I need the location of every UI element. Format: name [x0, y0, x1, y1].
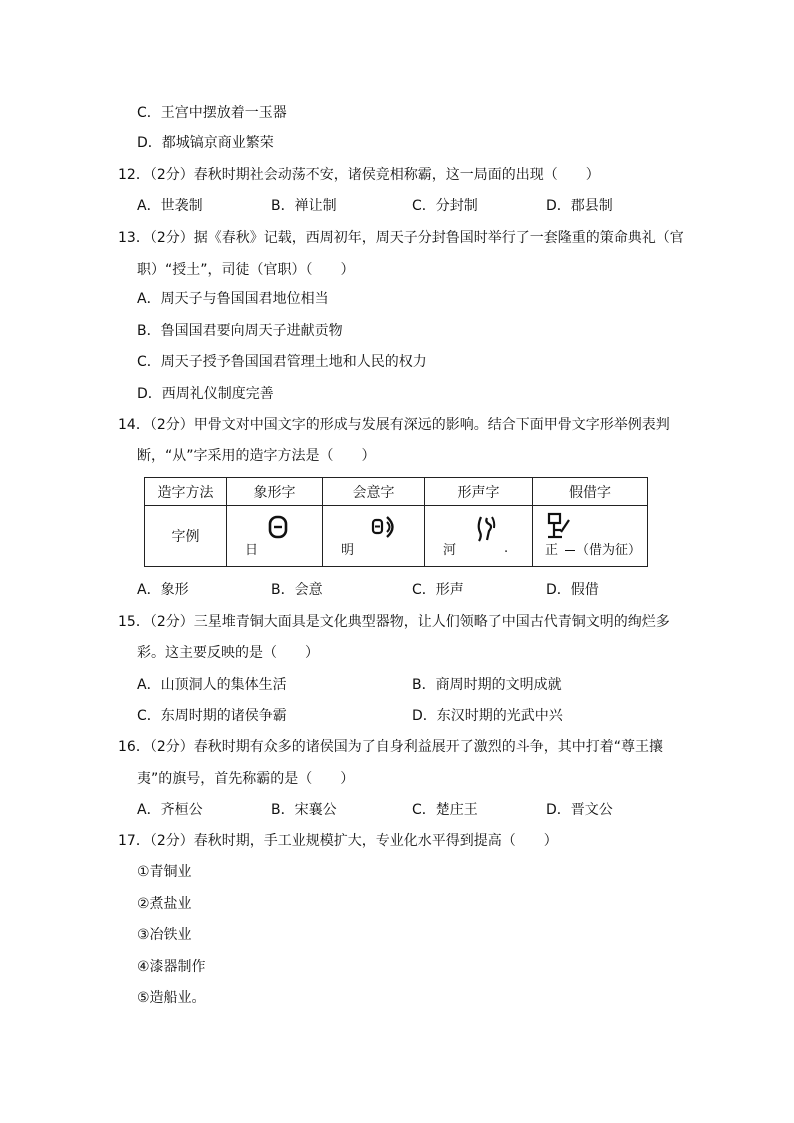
example-note-text: （借为征） [576, 543, 642, 558]
q13-option-c: C．周天子授予鲁国国君管理土地和人民的权力 [137, 354, 427, 370]
q17-item-1: ①青铜业 [137, 864, 192, 880]
table-header-ideograph: 会意字 [323, 478, 425, 506]
oracle-ri-glyph [267, 514, 289, 544]
example-cell-ri [227, 506, 323, 567]
example-note-dot: . [504, 541, 509, 556]
q12-option-d: D．郡县制 [546, 198, 613, 214]
q14-stem-line1: 14．（2分）甲骨文对中国文字的形成与发展有深远的影响。结合下面甲骨文字形举例表判 [118, 417, 670, 433]
table-header-method: 造字方法 [145, 478, 227, 506]
example-cell-he [425, 506, 533, 567]
table-header-loan: 假借字 [533, 478, 648, 506]
q17-stem: 17．（2分）春秋时期，手工业规模扩大，专业化水平得到提高（ ） [118, 833, 558, 849]
q13-option-d: D．西周礼仪制度完善 [137, 386, 274, 402]
oracle-he-glyph [475, 514, 499, 548]
q16-option-d: D．晋文公 [546, 802, 613, 818]
q13-option-a: A．周天子与鲁国国君地位相当 [137, 291, 329, 307]
q16-option-a: A．齐桓公 [137, 802, 203, 818]
q11-option-c: C．王宫中摆放着一玉器 [137, 105, 287, 121]
q17-item-2: ②煮盐业 [137, 896, 192, 912]
q15-option-d: D．东汉时期的光武中兴 [412, 708, 563, 724]
q12-option-c: C．分封制 [412, 198, 478, 214]
q16-stem-line1: 16．（2分）春秋时期有众多的诸侯国为了自身利益展开了激烈的斗争，其中打着“尊王攘 [118, 739, 663, 755]
example-char-zheng: 正 [545, 543, 559, 558]
table-header-pictograph: 象形字 [227, 478, 323, 506]
q12-option-b: B．禅让制 [271, 198, 337, 214]
q14-option-c: C．形声 [412, 582, 464, 598]
q16-option-c: C．楚庄王 [412, 802, 478, 818]
example-char-he: 河 [443, 543, 457, 558]
q13-stem-line1: 13．（2分）据《春秋》记载，西周初年，周天子分封鲁国时举行了一套隆重的策命典礼（官 [118, 230, 684, 246]
q13-stem-line2: 职）“授土”，司徒（官职）（ ） [137, 262, 355, 278]
q14-option-a: A．象形 [137, 582, 189, 598]
q14-option-b: B．会意 [271, 582, 323, 598]
example-char-ming: 明 [341, 543, 355, 558]
example-note-zheng [565, 539, 641, 558]
q12-stem: 12．（2分）春秋时期社会动荡不安，诸侯竞相称霸，这一局面的出现（ ） [118, 167, 600, 183]
blank-underline [565, 550, 575, 551]
character-method-table [144, 477, 648, 567]
q11-option-d: D．都城镐京商业繁荣 [137, 135, 274, 151]
q13-option-b: B．鲁国国君要向周天子进献贡物 [137, 323, 343, 339]
q14-option-d: D．假借 [546, 582, 599, 598]
q17-item-5: ⑤造船业。 [137, 990, 206, 1006]
q12-option-a: A．世袭制 [137, 198, 203, 214]
table-row-label: 字例 [145, 506, 227, 567]
q17-item-3: ③冶铁业 [137, 927, 192, 943]
q15-option-c: C．东周时期的诸侯争霸 [137, 708, 287, 724]
q16-stem-line2: 夷”的旗号，首先称霸的是（ ） [137, 771, 355, 787]
q15-stem-line1: 15．（2分）三星堆青铜大面具是文化典型器物，让人们领略了中国古代青铜文明的绚烂多 [118, 614, 670, 630]
q17-item-4: ④漆器制作 [137, 959, 206, 975]
q16-option-b: B．宋襄公 [271, 802, 337, 818]
example-cell-zheng [533, 506, 648, 567]
q15-option-a: A．山顶洞人的集体生活 [137, 677, 287, 693]
table-header-phonosemantic: 形声字 [425, 478, 533, 506]
oracle-ming-glyph [371, 514, 399, 544]
q15-stem-line2: 彩。这主要反映的是（ ） [137, 645, 319, 661]
q14-stem-line2: 断，“从”字采用的造字方法是（ ） [137, 448, 376, 464]
example-char-ri: 日 [245, 543, 259, 558]
example-cell-ming [323, 506, 425, 567]
q15-option-b: B．商周时期的文明成就 [412, 677, 562, 693]
